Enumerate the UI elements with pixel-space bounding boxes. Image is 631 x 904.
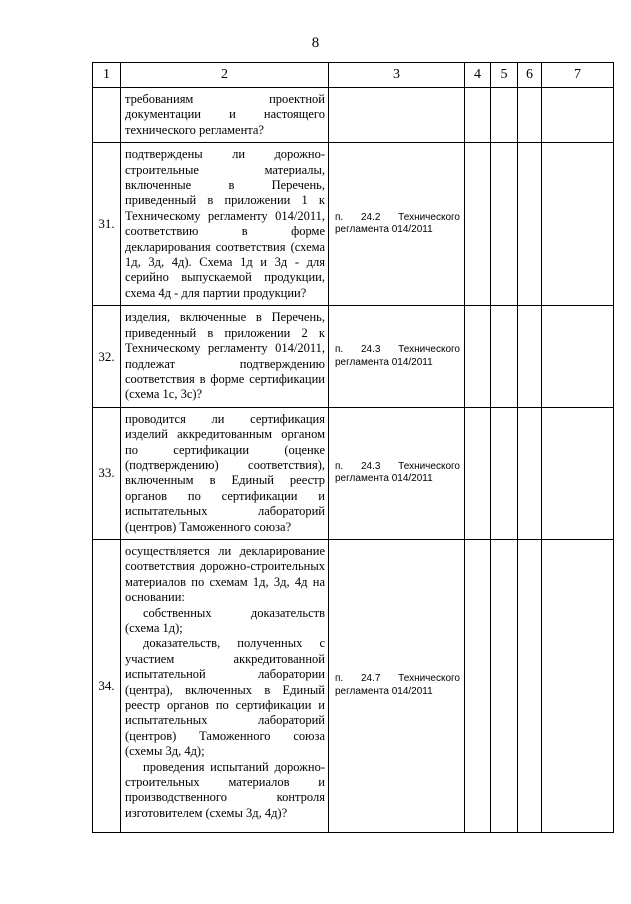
col-7-cell	[542, 407, 614, 539]
question-cell	[121, 306, 329, 407]
header-col-4: 4	[465, 63, 491, 88]
table-row-32	[93, 306, 614, 407]
checklist-table	[92, 62, 614, 833]
question-cell	[121, 88, 329, 143]
col-4-cell	[465, 407, 491, 539]
col-6-cell	[518, 407, 542, 539]
question-text: доказательств, полученных с участием аккредитованной испытательной лаборатории (центра), включенных в Единый реестр органов по сертификации и испытательных лабораторий (центров) Таможенного союза (схемы 3д, 4д);	[125, 636, 325, 759]
reference-cell: п. 24.3 Технического регламента 014/2011	[329, 407, 465, 539]
col-5-cell	[491, 88, 518, 143]
question-text: подтверждены ли дорожно-строительные материалы, включенные в Перечень, приведенный в приложении 1 к Техническому регламенту 014/2011, соответствию в форме декларирования соответствия (схема 1д, 3д, 4д). Схема 1д и 3д - для серийно выпускаемой продукции, схема 4д - для партии продукции?	[125, 147, 325, 300]
reference-cell: п. 24.3 Технического регламента 014/2011	[329, 306, 465, 407]
row-number-cell	[93, 88, 121, 143]
header-col-7: 7	[542, 63, 614, 88]
question-cell	[121, 407, 329, 539]
col-7-cell	[542, 306, 614, 407]
col-6-cell	[518, 539, 542, 832]
question-text: проведения испытаний дорожно-строительных материалов и производственного контроля изготовителем (схемы 3д, 4д)?	[125, 759, 325, 820]
row-number-cell: 32.	[93, 306, 121, 407]
col-6-cell	[518, 306, 542, 407]
col-4-cell	[465, 539, 491, 832]
table-row-31	[93, 143, 614, 306]
row-number-cell: 33.	[93, 407, 121, 539]
col-5-cell	[491, 306, 518, 407]
question-text: изделия, включенные в Перечень, приведенный в приложении 2 к Техническому регламенту 014/2011, подлежат подтверждению соответствия в форме сертификации (схема 1с, 3с)?	[125, 310, 325, 402]
question-cell	[121, 539, 329, 832]
col-4-cell	[465, 143, 491, 306]
reference-cell	[329, 88, 465, 143]
col-7-cell	[542, 143, 614, 306]
row-number-cell: 31.	[93, 143, 121, 306]
table-row-33	[93, 407, 614, 539]
header-col-6: 6	[518, 63, 542, 88]
col-6-cell	[518, 88, 542, 143]
table-row-continuation	[93, 88, 614, 143]
col-7-cell	[542, 539, 614, 832]
header-row	[93, 63, 614, 88]
header-col-5: 5	[491, 63, 518, 88]
question-text: требованиям проектной документации и настоящего технического регламента?	[125, 92, 325, 137]
header-col-1: 1	[93, 63, 121, 88]
reference-cell: п. 24.2 Технического регламента 014/2011	[329, 143, 465, 306]
question-cell	[121, 143, 329, 306]
col-5-cell	[491, 539, 518, 832]
col-5-cell	[491, 407, 518, 539]
table-row-34	[93, 539, 614, 832]
col-4-cell	[465, 306, 491, 407]
col-7-cell	[542, 88, 614, 143]
question-text: собственных доказательств (схема 1д);	[125, 605, 325, 635]
col-5-cell	[491, 143, 518, 306]
page-number: 8	[311, 35, 320, 51]
header-col-3: 3	[329, 63, 465, 88]
header-col-2: 2	[121, 63, 329, 88]
reference-cell: п. 24.7 Технического регламента 014/2011	[329, 539, 465, 832]
col-4-cell	[465, 88, 491, 143]
col-6-cell	[518, 143, 542, 306]
question-text: проводится ли сертификация изделий аккредитованным органом по сертификации (оценке (подтверждению) соответствия), включенным в Единый реестр органов по сертификации и испытательных лабораторий (центров) Таможенного союза?	[125, 411, 325, 534]
row-number-cell: 34.	[93, 539, 121, 832]
question-text: осуществляется ли декларирование соответствия дорожно-строительных материалов по схемам 1д, 3д, 4д на основании:	[125, 543, 325, 605]
